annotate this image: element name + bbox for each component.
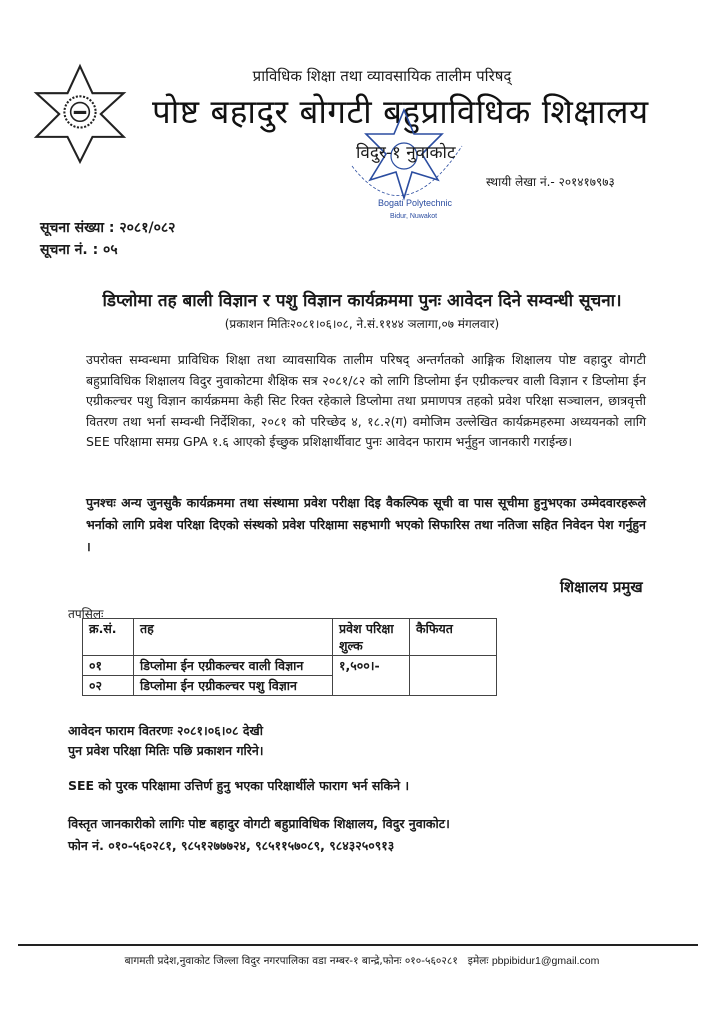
svg-text:Bidur, Nuwakot: Bidur, Nuwakot [390,213,438,220]
table-row [83,656,497,676]
footer-address [0,954,724,968]
publication-date: (प्रकाशन मितिः२०८१।०६।०८, ने.सं.११४४ ञलागा,०७ मंगलवार) [224,317,500,331]
row-level: डिप्लोमा ईन एग्रीकल्चर वाली विज्ञान [134,656,333,676]
row-sn: ०१ [83,656,134,676]
contact-info: विस्तृत जानकारीको लागिः पोष्ट बहादुर वोगटी बहुप्राविधिक शिक्षालय, विदुर नुवाकोट। [68,816,450,831]
row-sn: ०२ [83,676,134,696]
notice-paragraph-main: उपरोक्त सम्वन्धमा प्राविधिक शिक्षा तथा व्यावसायिक तालीम परिषद् अन्तर्गतको आङ्गिक शिक्षालय पोष्ट वहादुर वोगटी बहुप्राविधिक शिक्षालय विदुर नुवाकोटमा शैक्षिक सत्र २०८१/८२ को लागि डिप्लोमा ईन एग्रीकल्चर वाली विज्ञान र डिप्लोमा ईन एग्रीकल्चर पशु विज्ञान कार्यक्रममा केही सिट रिक्त रहेकाले डिप्लोमा तथा प्रमाणपत्र तहको प्रवेश परिक्षा सञ्चालन, छात्रवृत्ती वितरण तथा भर्ना सम्वन्धी निर्देशिका, २०८१ को परिच्छेद ४, १८.२(ग) वमोजिम उल्लेखित कार्यक्रमहरुमा अध्ययनको लागि SEE परिक्षामा समग्र GPA १.६ आएको ईच्छुक प्रशिक्षार्थीवाट पुनः आवेदन फाराम भर्नुहुन जानकारी गराईन्छ। [86,352,646,449]
footer-email-label: इमेलः [467,955,489,967]
college-stamp-icon [338,106,470,224]
row-fee: १,५००।- [333,656,410,696]
column-header-fee: प्रवेश परिक्षा शुल्क [333,619,410,656]
column-header-level: तह [134,619,333,656]
table-header-row [83,619,497,656]
notice-paragraph-postscript: पुनश्चः अन्य जुनसुकै कार्यक्रममा तथा संस्थामा प्रवेश परीक्षा दिइ वैकल्पिक सूची वा पास सूचीमा हुनुभएका उम्मेदवारहरूले भर्नाको लागि प्रवेश परिक्षा दिएको संस्थको प्रवेश परिक्षामा सहभागी भएको सिफारिस तथा नतिजा सहित निवेदन पेश गर्नुहुन । [86,495,646,554]
footer-divider [18,944,698,946]
college-location: विदुर-१ नुवाकोट [356,143,456,163]
details-heading: तपसिलः [68,607,104,621]
fee-table [82,618,497,696]
row-remarks [410,656,497,696]
exam-date-note: पुन प्रवेश परिक्षा मितिः पछि प्रकाशन गरिने। [68,743,264,758]
council-name: प्राविधिक शिक्षा तथा व्यावसायिक तालीम परिषद् [252,67,512,85]
column-header-remarks: कैफियत [410,619,497,656]
footer-email-link[interactable]: pbpibidur1@gmail.com [491,955,600,967]
footer-address-text: बागमती प्रदेश,नुवाकोट जिल्ला विदुर नगरपालिका वडा नम्बर-१ बान्द्रे,फोनः ०१०-५६०२८१ [124,955,458,967]
notice-series: सूचना संख्या : २०८१/०८२ [40,220,176,236]
signatory: शिक्षालय प्रमुख [560,578,643,596]
notice-number: सूचना नं. : ०५ [40,242,118,258]
form-distribution-date: आवेदन फाराम वितरणः २०८१।०६।०८ देखी [68,723,263,738]
supplementary-exam-note: SEE को पुरक परिक्षामा उत्तिर्ण हुनु भएका परिक्षार्थीले फाराग भर्न सकिने । [68,778,410,793]
svg-text:Bogati Polytechnic: Bogati Polytechnic [378,198,453,208]
row-level: डिप्लोमा ईन एग्रीकल्चर पशु विज्ञान [134,676,333,696]
column-header-sn: क्र.सं. [83,619,134,656]
college-name: पोष्ट बहादुर बोगटी बहुप्राविधिक शिक्षालय [152,92,649,131]
phone-numbers: फोन नं. ०१०-५६०२८१, ९८५१२७७७२४, ९८५११५७०८९, ९८४३२५०९१३ [68,838,395,853]
notice-title: डिप्लोमा तह बाली विज्ञान र पशु विज्ञान कार्यक्रममा पुनः आवेदन दिने सम्वन्धी सूचना। [102,291,622,311]
permanent-account-number: स्थायी लेखा नं.- २०१४१७९७३ [486,175,615,189]
